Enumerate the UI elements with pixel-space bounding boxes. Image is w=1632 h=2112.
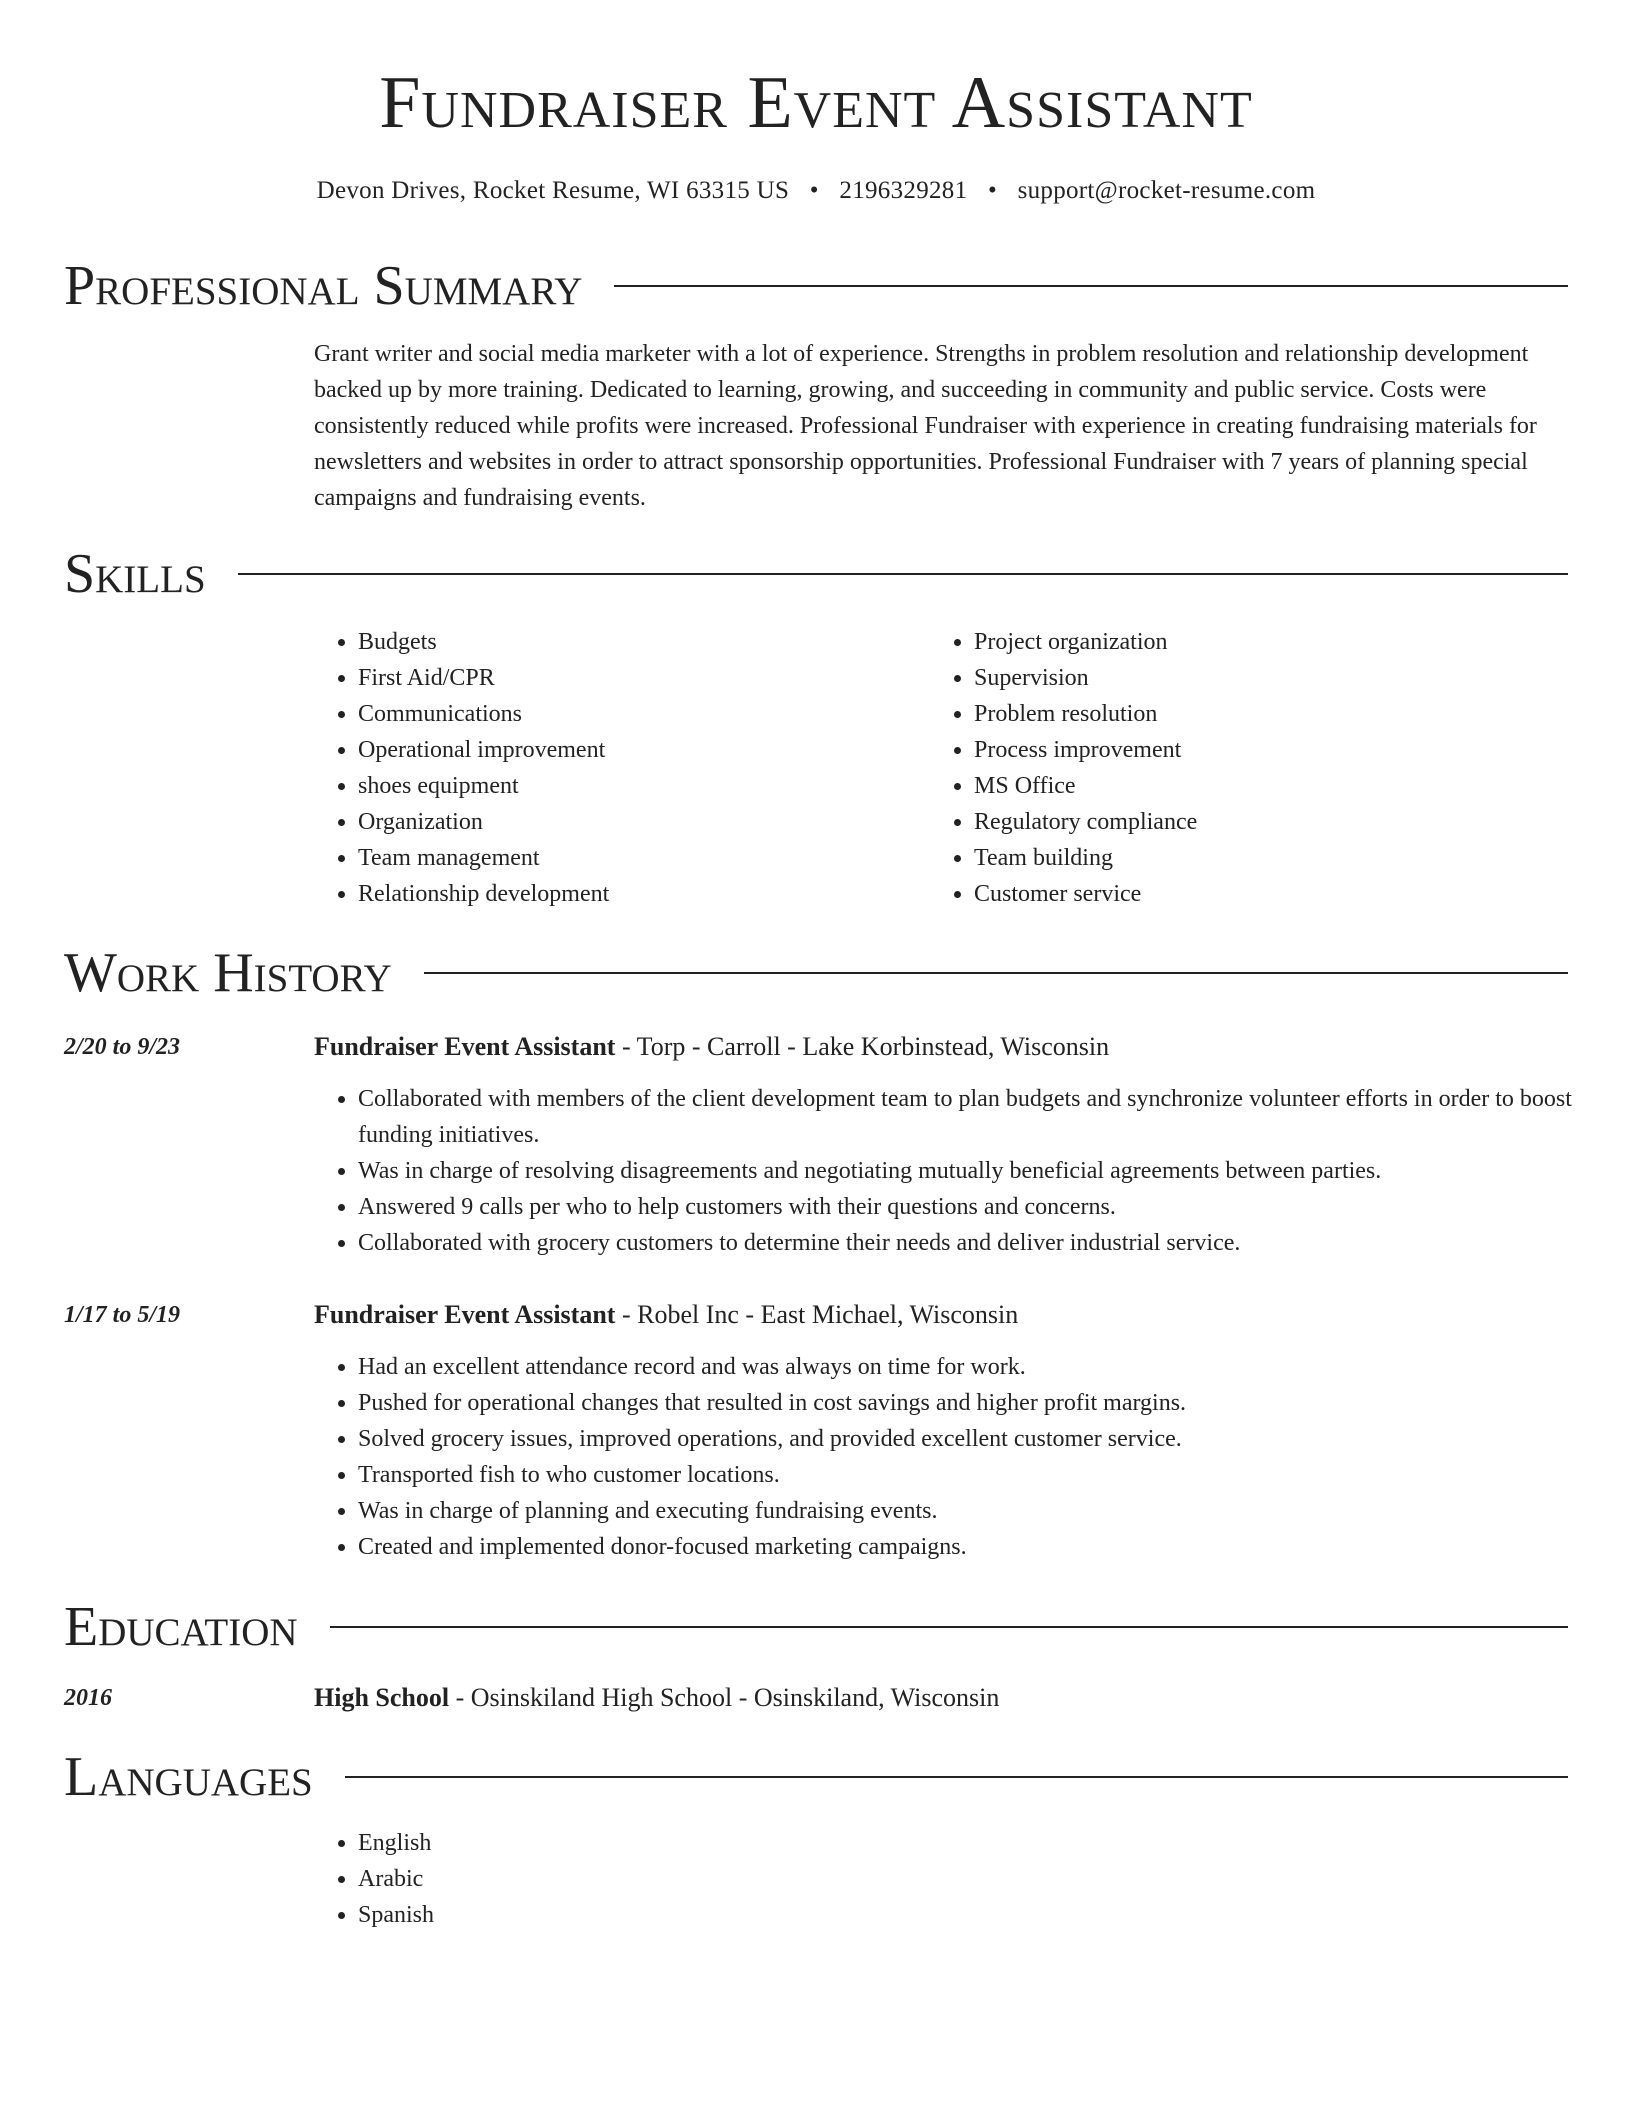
languages-list [314,1825,958,1933]
job-bullets [314,1349,1614,1565]
skill-item: • Customer service [974,876,1574,912]
job-bullet: • Solved grocery issues, improved operations, and provided excellent customer service. [358,1421,1614,1457]
job-bullet: • Transported fish to who customer locations. [358,1457,1614,1493]
languages-heading: Languages [64,1746,313,1808]
section-divider [345,1776,1568,1778]
job-dates: 2/20 to 9/23 [64,1034,181,1060]
skill-item: • Communications [358,696,918,732]
skills-heading: Skills [64,543,206,605]
contact-address: Devon Drives, Rocket Resume, WI 63315 US [316,177,790,204]
education-line [314,1680,1570,1716]
education-degree: High School [314,1683,450,1712]
skill-item: • Budgets [358,624,918,660]
job-title-line [314,1029,1570,1065]
section-divider [330,1626,1568,1628]
job-title: Fundraiser Event Assistant [314,1032,616,1061]
contact-separator: • [809,177,819,204]
skill-item: • Team management [358,840,918,876]
candidate-name: Fundraiser Event Assistant [379,62,1253,144]
job-bullet: • Answered 9 calls per who to help customers with their questions and concerns. [358,1189,1614,1225]
language-item: • Arabic [358,1861,958,1897]
education-details: - Osinskiland High School - Osinskiland, Wisconsin [449,1683,1000,1712]
skill-item: • Team building [974,840,1574,876]
education-year: 2016 [64,1685,112,1711]
contact-separator: • [987,177,998,204]
contact-phone: 2196329281 [839,177,968,204]
skill-item: • Regulatory compliance [974,804,1574,840]
summary-heading: Professional Summary [64,255,583,317]
job-bullet: • Created and implemented donor-focused marketing campaigns. [358,1529,1614,1565]
education-section-header [64,1591,1568,1663]
job-bullet: • Was in charge of planning and executing fundraising events. [358,1493,1614,1529]
skill-item: • First Aid/CPR [358,660,918,696]
skills-list-right [930,624,1574,912]
skill-item: • Operational improvement [358,732,918,768]
job-bullet: • Collaborated with members of the client development team to plan budgets and synchronize volunteer efforts in order to boost funding initiatives. [358,1081,1614,1153]
skills-section-header [64,538,1568,610]
skill-item: • shoes equipment [358,768,918,804]
job-bullets [314,1081,1614,1261]
job-details: - Torp - Carroll - Lake Korbinstead, Wisconsin [615,1032,1110,1061]
language-item: • English [358,1825,958,1861]
skills-list-left [314,624,918,912]
skill-item: • Supervision [974,660,1574,696]
summary-section-header [64,250,1568,322]
job-bullet: • Collaborated with grocery customers to determine their needs and deliver industrial service. [358,1225,1614,1261]
job-bullet: • Had an excellent attendance record and was always on time for work. [358,1349,1614,1385]
contact-line [0,174,1632,208]
section-divider [424,972,1568,974]
skill-item: • Organization [358,804,918,840]
section-divider [614,285,1568,287]
work-heading: Work History [64,942,392,1004]
section-divider [238,573,1568,575]
job-bullet: • Pushed for operational changes that resulted in cost savings and higher profit margins. [358,1385,1614,1421]
skill-item: • Process improvement [974,732,1574,768]
job-title-line [314,1297,1570,1333]
skill-item: • Problem resolution [974,696,1574,732]
education-heading: Education [64,1596,298,1658]
contact-email: support@rocket-resume.com [1017,177,1316,204]
language-item: • Spanish [358,1897,958,1933]
job-bullet: • Was in charge of resolving disagreements and negotiating mutually beneficial agreements between parties. [358,1153,1614,1189]
job-title: Fundraiser Event Assistant [314,1300,616,1329]
languages-section-header [64,1741,1568,1813]
skill-item: • Relationship development [358,876,918,912]
work-section-header [64,937,1568,1009]
skill-item: • Project organization [974,624,1574,660]
skill-item: • MS Office [974,768,1574,804]
job-details: - Robel Inc - East Michael, Wisconsin [615,1300,1019,1329]
summary-text: Grant writer and social media marketer with a lot of experience. Strengths in problem resolution and relationship development backed up by more training. Dedicated to learning, growing, and succeeding in community and public service. Costs were consistently reduced while profits were increased. Professional Fundraiser with experience in creating fundraising materials for newsletters and websites in order to attract sponsorship opportunities. Professional Fundraiser with 7 years of planning special campaigns and fundraising events. [314,341,1537,511]
job-dates: 1/17 to 5/19 [64,1302,181,1328]
